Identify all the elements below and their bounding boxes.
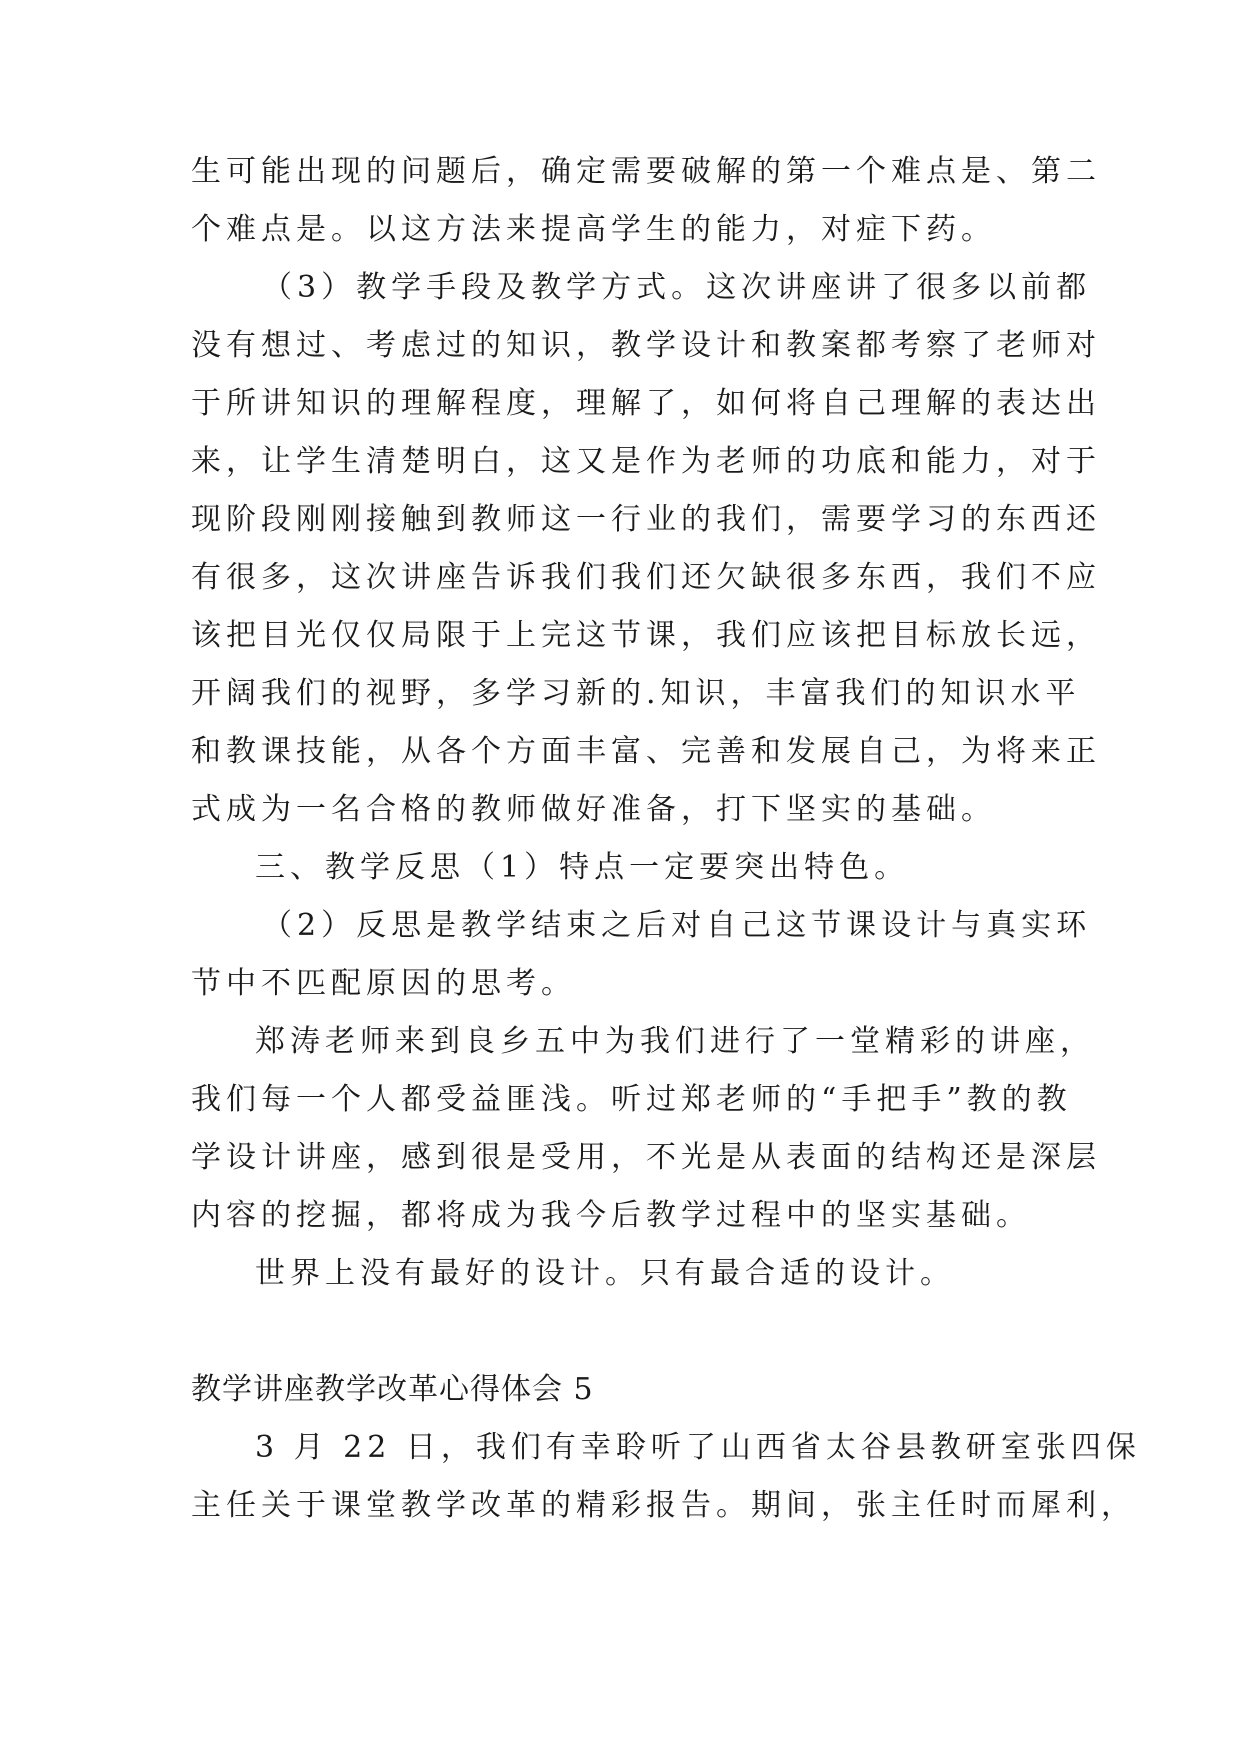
text-line: （2）反思是教学结束之后对自己这节课设计与真实环 [262, 908, 1092, 943]
text-line: 来，让学生清楚明白，这又是作为老师的功底和能力，对于 [191, 444, 1101, 479]
text-line: 和教课技能，从各个方面丰富、完善和发展自己，为将来正 [191, 734, 1101, 769]
text-line: 主任关于课堂教学改革的精彩报告。期间，张主任时而犀利， [191, 1488, 1136, 1523]
text-line: 节中不匹配原因的思考。 [191, 966, 576, 1001]
text-line: （3）教学手段及教学方式。这次讲座讲了很多以前都 [262, 270, 1092, 305]
text-line: 于所讲知识的理解程度，理解了，如何将自己理解的表达出 [191, 386, 1101, 421]
text-line: 该把目光仅仅局限于上完这节课，我们应该把目标放长远， [191, 618, 1101, 653]
text-line: 没有想过、考虑过的知识，教学设计和教案都考察了老师对 [191, 328, 1101, 363]
text-line: 式成为一名合格的教师做好准备，打下坚实的基础。 [191, 792, 996, 827]
text-line: 开阔我们的视野，多学习新的.知识，丰富我们的知识水平 [191, 676, 1081, 711]
text-line: 个难点是。以这方法来提高学生的能力，对症下药。 [191, 212, 996, 247]
text-line: 内容的挖掘，都将成为我今后教学过程中的坚实基础。 [191, 1198, 1031, 1233]
text-line: 现阶段刚刚接触到教师这一行业的我们，需要学习的东西还 [191, 502, 1101, 537]
text-line: 学设计讲座，感到很是受用，不光是从表面的结构还是深层 [191, 1140, 1101, 1175]
text-line: 生可能出现的问题后，确定需要破解的第一个难点是、第二 [191, 154, 1101, 189]
section-heading: 教学讲座教学改革心得体会 5 [191, 1372, 594, 1407]
text-line: 郑涛老师来到良乡五中为我们进行了一堂精彩的讲座， [255, 1024, 1095, 1059]
text-line: 3 月 22 日，我们有幸聆听了山西省太谷县教研室张四保 [255, 1430, 1141, 1465]
text-line: 有很多，这次讲座告诉我们我们还欠缺很多东西，我们不应 [191, 560, 1101, 595]
text-line: 我们每一个人都受益匪浅。听过郑老师的“手把手”教的教 [191, 1082, 1072, 1117]
text-line: 三、教学反思（1）特点一定要突出特色。 [255, 850, 910, 885]
text-line: 世界上没有最好的设计。只有最合适的设计。 [255, 1256, 955, 1291]
